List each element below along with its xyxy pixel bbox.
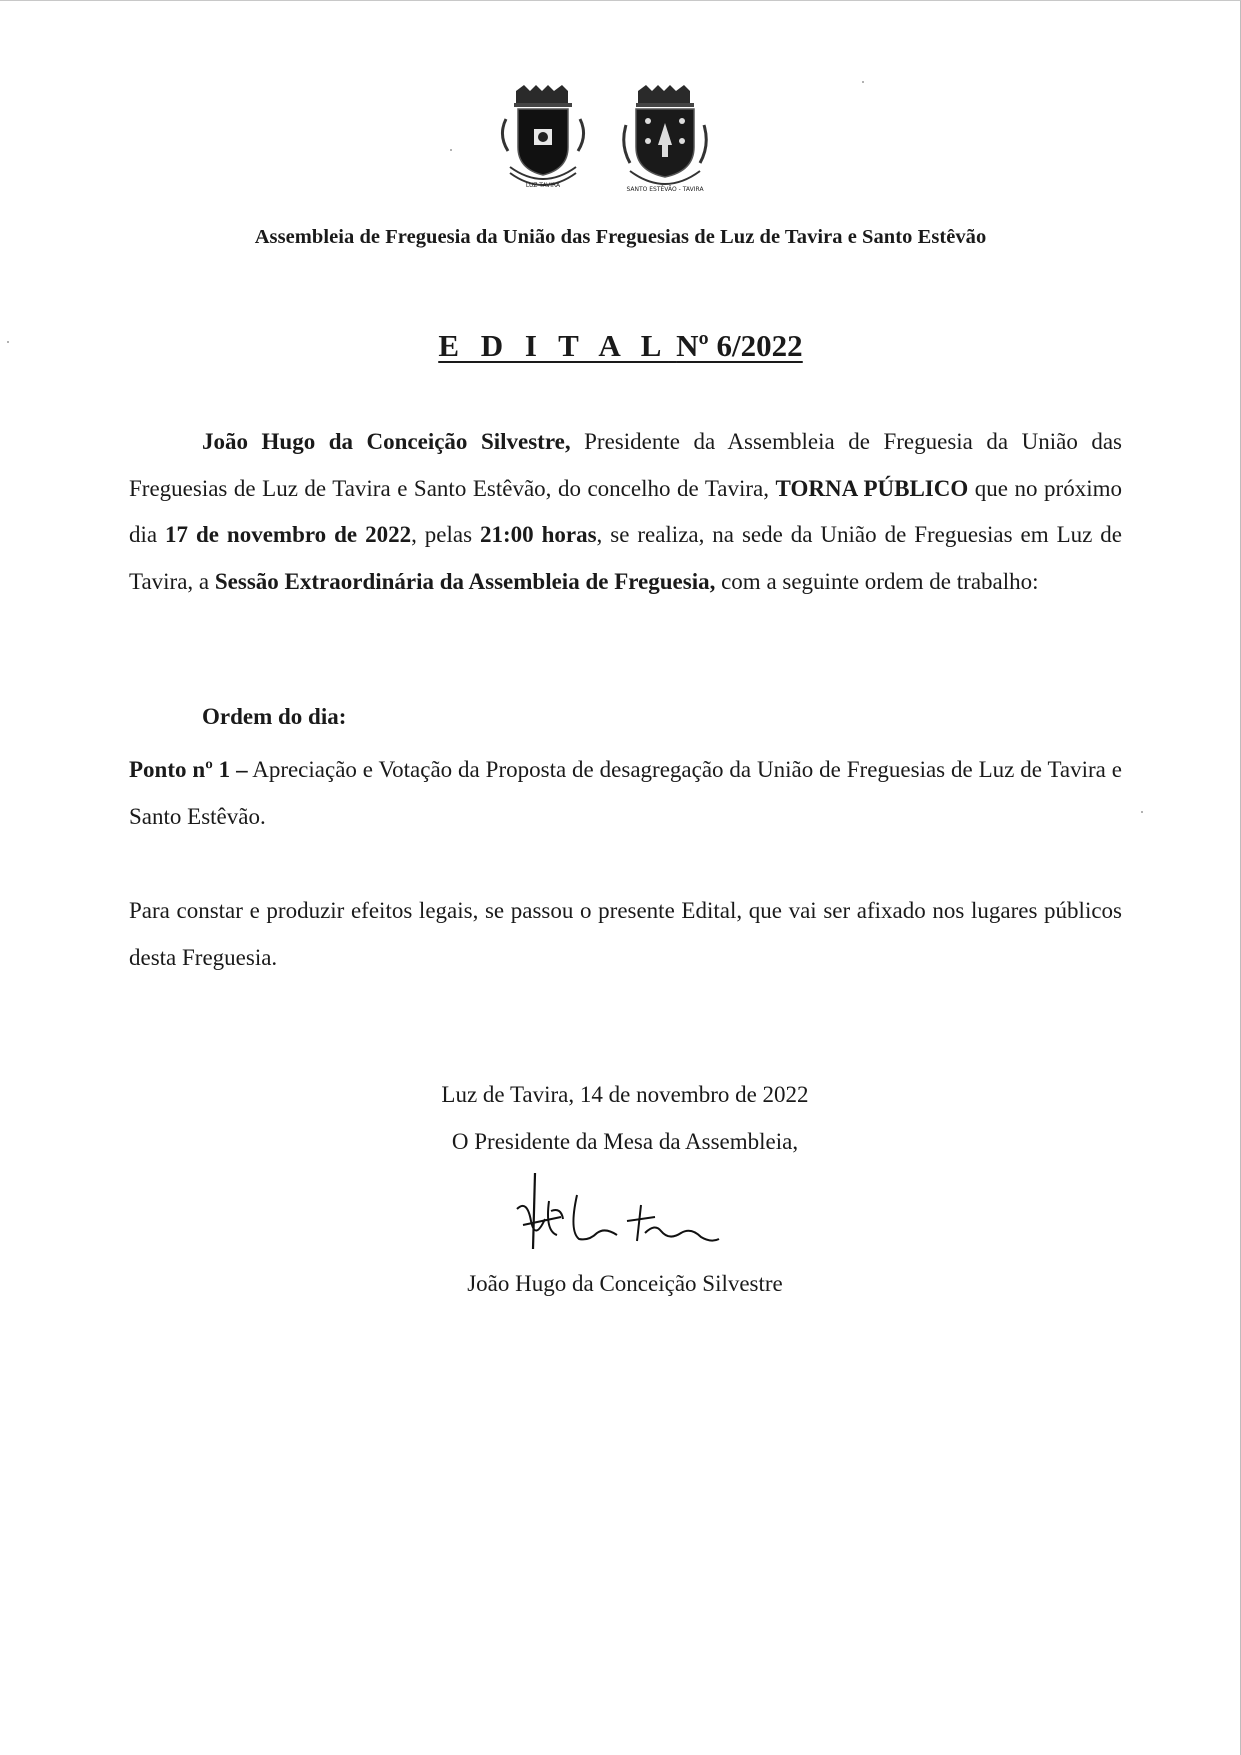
intro-text: Presidente da Assembleia de Freguesia da União das Freguesias de Luz de Tavira e Santo Estêvão, do concelho de Tavira, <box>129 429 1122 501</box>
intro-text: , se realiza, na sede da União de Freguesias em Luz de Tavira, a <box>129 522 1122 594</box>
public-notice: TORNA PÚBLICO <box>775 475 969 501</box>
svg-text:LUZ TAVIRA: LUZ TAVIRA <box>525 182 561 189</box>
agenda-item <box>129 747 1122 840</box>
scan-speck <box>862 81 864 83</box>
svg-text:SANTO ESTÊVÃO - TAVIRA: SANTO ESTÊVÃO - TAVIRA <box>626 186 704 193</box>
title-number: Nº 6/2022 <box>676 328 803 363</box>
scan-speck <box>1141 811 1143 813</box>
session-type: Sessão Extraordinária da Assembleia de Freguesia, <box>214 568 716 594</box>
intro-paragraph <box>129 419 1122 605</box>
handwritten-signature <box>505 1161 725 1256</box>
closing-paragraph: Para constar e produzir efeitos legais, se passou o presente Edital, que vai ser afixado nos lugares públicos desta Freguesia. <box>129 898 1122 970</box>
crest-emblem <box>496 85 736 209</box>
coat-of-arms-logos <box>496 85 736 209</box>
intro-text: com a seguinte ordem de trabalho: <box>715 568 1039 594</box>
crest-santo-estevao <box>624 85 707 193</box>
agenda-item-label: Ponto nº 1 – <box>129 757 248 782</box>
agenda-heading: Ordem do dia: <box>202 704 347 729</box>
document-title <box>0 328 1241 364</box>
signatory-role: O Presidente da Mesa da Assembleia, <box>451 1129 799 1154</box>
agenda-item-text: Apreciação e Votação da Proposta de desagregação da União de Freguesias de Luz de Tavira e Santo Estêvão. <box>129 757 1122 829</box>
title-letters: E D I T A L <box>438 328 669 363</box>
meeting-date: 17 de novembro de 2022 <box>165 522 412 547</box>
meeting-time: 21:00 horas <box>479 522 597 547</box>
intro-text: , pelas <box>411 522 480 547</box>
intro-text: que no próximo dia <box>129 475 1122 547</box>
crest-luz-tavira <box>502 85 583 189</box>
institution-header: Assembleia de Freguesia da União das Freguesias de Luz de Tavira e Santo Estêvão <box>254 226 987 248</box>
president-name: João Hugo da Conceição Silvestre, <box>202 429 571 454</box>
signatory-name: João Hugo da Conceição Silvestre <box>467 1271 783 1296</box>
scan-speck <box>450 149 452 151</box>
place-date: Luz de Tavira, 14 de novembro de 2022 <box>441 1082 809 1107</box>
